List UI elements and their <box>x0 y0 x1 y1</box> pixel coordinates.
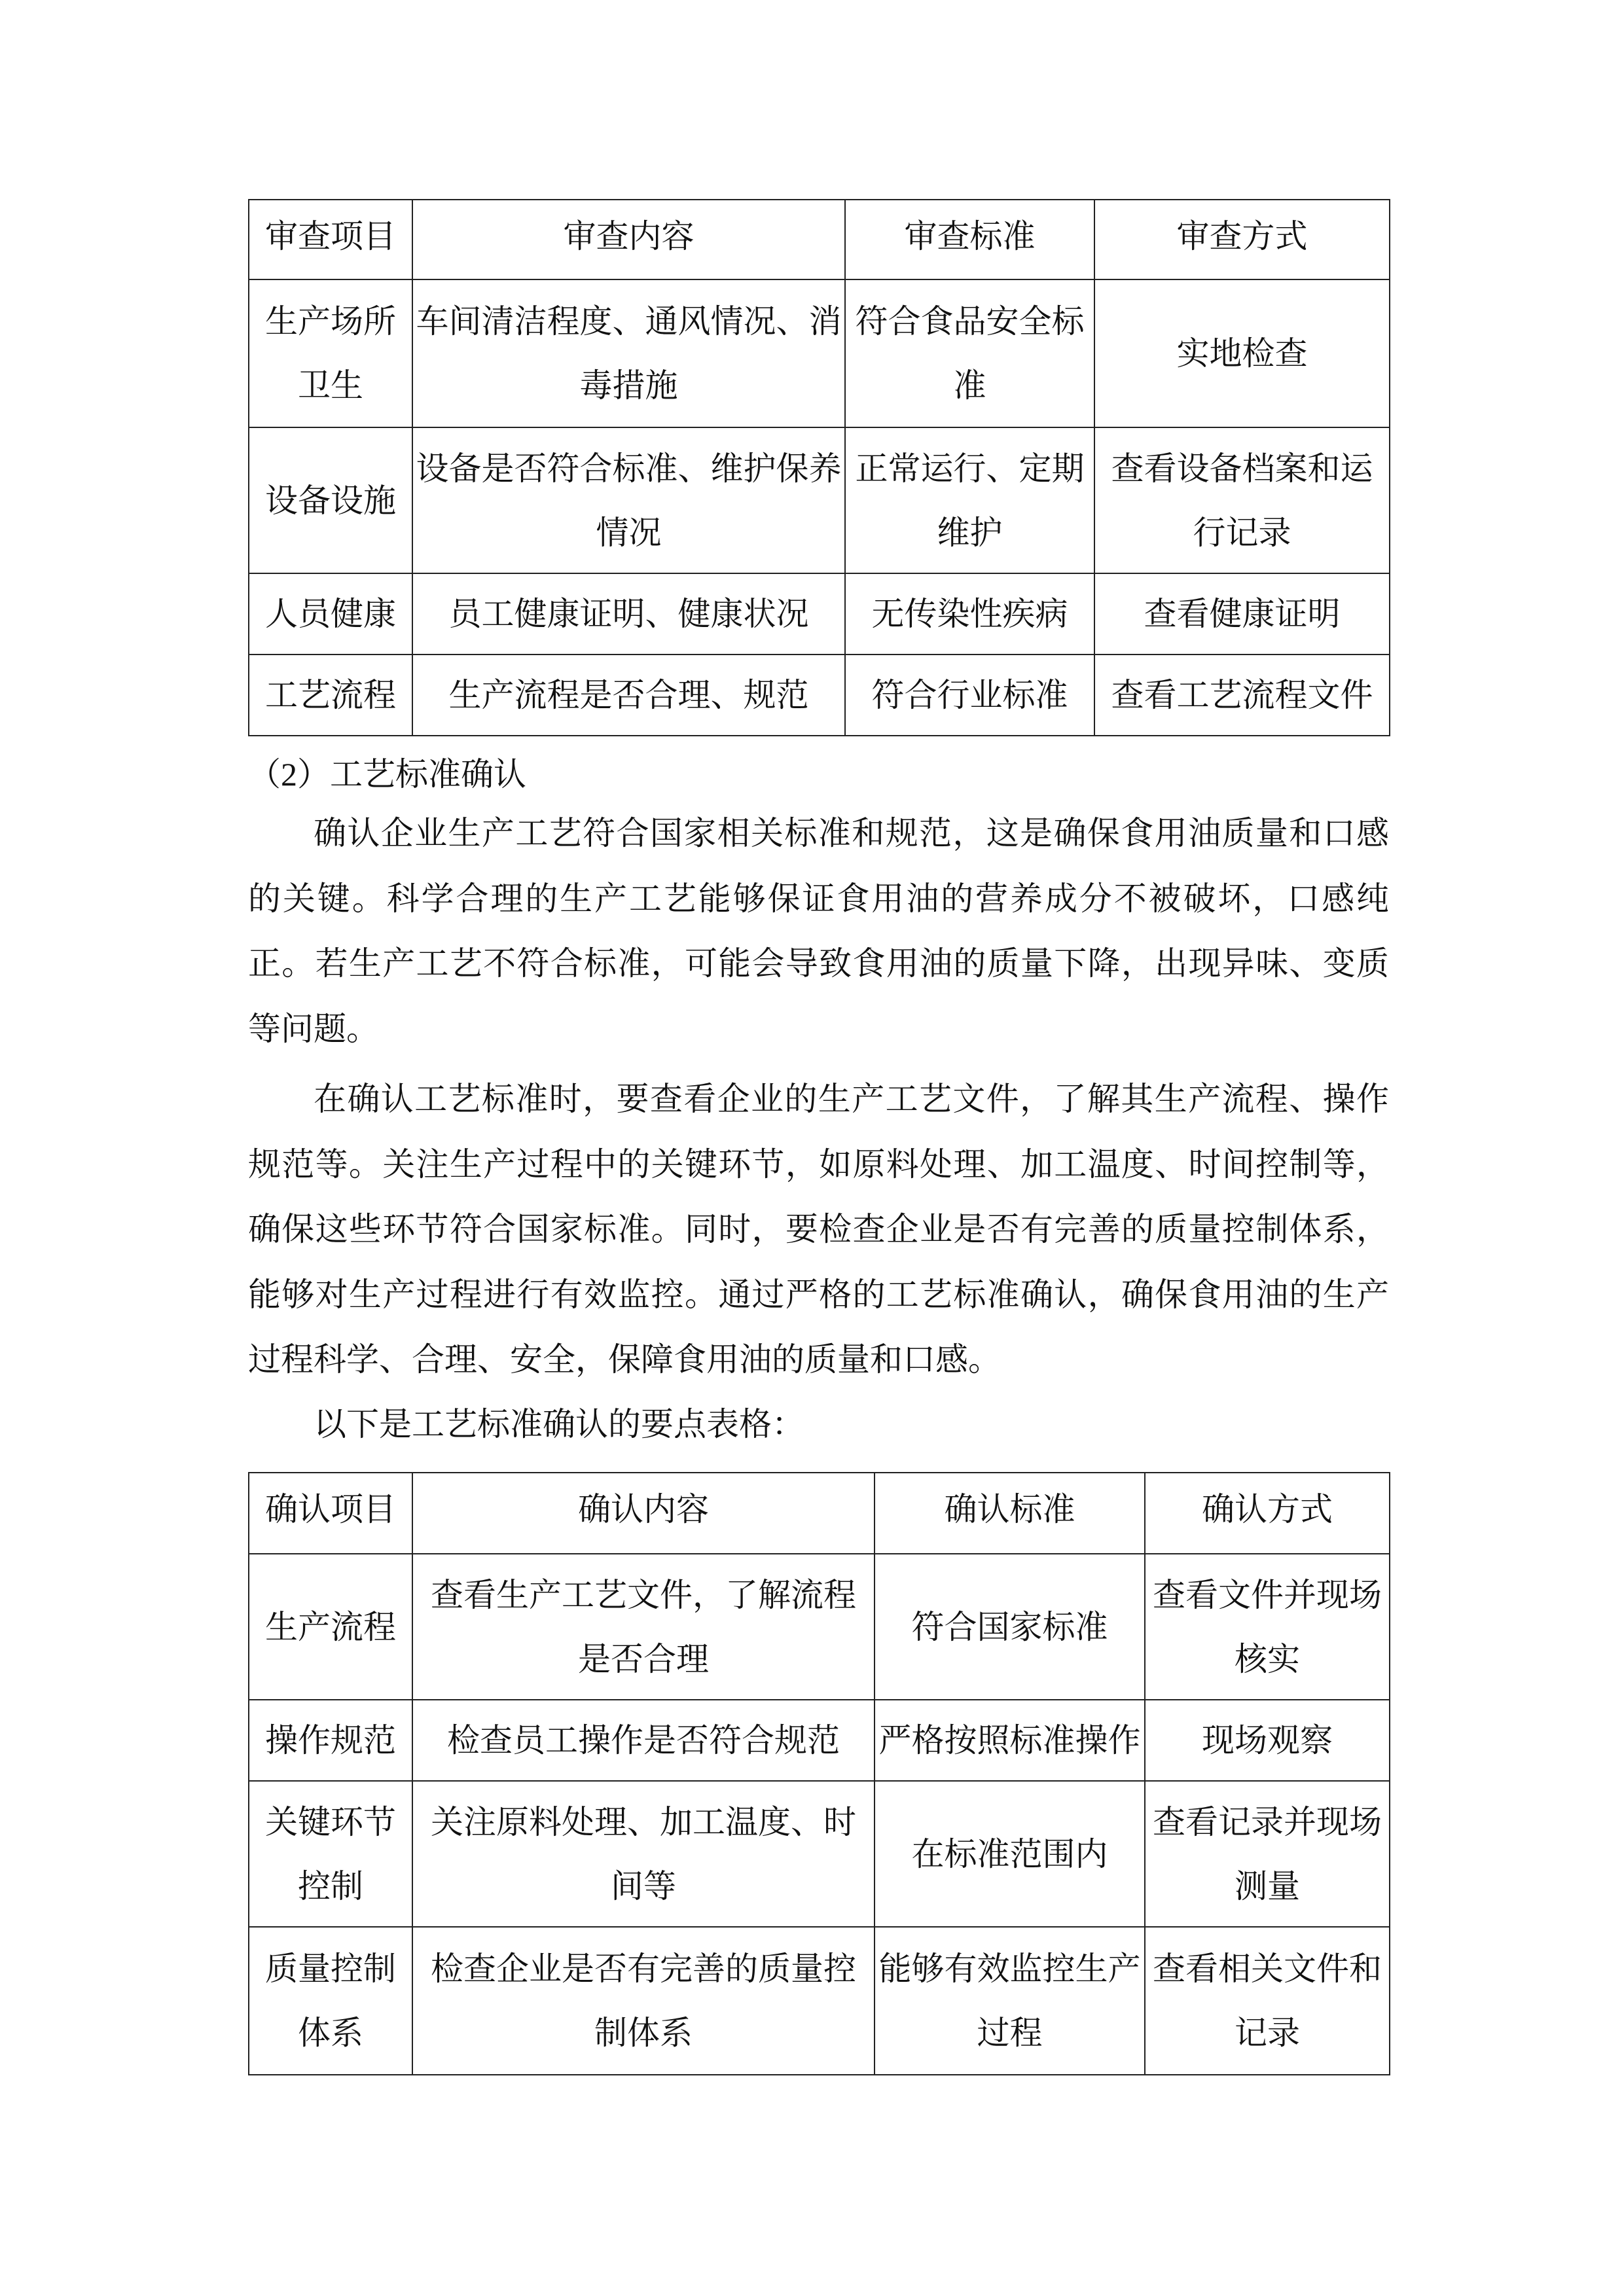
table-row <box>249 1927 1390 2075</box>
table-cell: 正常运行、定期维护 <box>845 427 1094 573</box>
process-standard-table <box>248 1472 1390 2075</box>
header-cell: 确认内容 <box>412 1473 875 1554</box>
table-cell: 查看记录并现场测量 <box>1145 1781 1390 1927</box>
table-cell: 操作规范 <box>249 1700 412 1781</box>
table-cell: 能够有效监控生产过程 <box>875 1927 1145 2075</box>
table-header-row <box>249 1473 1390 1554</box>
paragraph: 在确认工艺标准时，要查看企业的生产工艺文件，了解其生产流程、操作规范等。关注生产过程中的关键环节，如原料处理、加工温度、时间控制等，确保这些环节符合国家标准。同时，要检查企业是否有完善的质量控制体系，能够对生产过程进行有效监控。通过严格的工艺标准确认，确保食用油的生产过程科学、合理、安全，保障食用油的质量和口感。 <box>248 1081 1389 1378</box>
table-cell: 查看生产工艺文件，了解流程是否合理 <box>412 1554 875 1700</box>
header-cell: 确认项目 <box>249 1473 412 1554</box>
table-cell: 质量控制体系 <box>249 1927 412 2075</box>
header-cell: 审查项目 <box>249 200 412 279</box>
header-cell: 审查内容 <box>412 200 845 279</box>
table-cell: 设备设施 <box>249 427 412 573</box>
table-cell: 工艺流程 <box>249 655 412 736</box>
table-cell: 查看相关文件和记录 <box>1145 1927 1390 2075</box>
table-cell: 查看工艺流程文件 <box>1094 655 1390 736</box>
table-cell: 关注原料处理、加工温度、时间等 <box>412 1781 875 1927</box>
section-heading: （2）工艺标准确认 <box>248 756 526 793</box>
header-cell: 审查标准 <box>845 200 1094 279</box>
table-row <box>249 1700 1390 1781</box>
table-cell: 现场观察 <box>1145 1700 1390 1781</box>
table-cell: 人员健康 <box>249 573 412 655</box>
table-cell: 符合食品安全标准 <box>845 279 1094 427</box>
table-cell: 查看健康证明 <box>1094 573 1390 655</box>
table-cell: 车间清洁程度、通风情况、消毒措施 <box>412 279 845 427</box>
table-cell: 实地检查 <box>1094 279 1390 427</box>
header-cell: 确认标准 <box>875 1473 1145 1554</box>
table-cell: 设备是否符合标准、维护保养情况 <box>412 427 845 573</box>
table-cell: 生产流程 <box>249 1554 412 1700</box>
table-cell: 严格按照标准操作 <box>875 1700 1145 1781</box>
table-row <box>249 1781 1390 1927</box>
table-row <box>249 655 1390 736</box>
table-cell: 关键环节控制 <box>249 1781 412 1927</box>
table-row <box>249 427 1390 573</box>
table-cell: 检查员工操作是否符合规范 <box>412 1700 875 1781</box>
table-cell: 查看设备档案和运行记录 <box>1094 427 1390 573</box>
table-cell: 符合国家标准 <box>875 1554 1145 1700</box>
table-cell: 在标准范围内 <box>875 1781 1145 1927</box>
table-cell: 无传染性疾病 <box>845 573 1094 655</box>
table-cell: 检查企业是否有完善的质量控制体系 <box>412 1927 875 2075</box>
header-cell: 审查方式 <box>1094 200 1390 279</box>
table-cell: 查看文件并现场核实 <box>1145 1554 1390 1700</box>
paragraph: 以下是工艺标准确认的要点表格： <box>314 1406 804 1443</box>
header-cell: 确认方式 <box>1145 1473 1390 1554</box>
paragraph: 确认企业生产工艺符合国家相关标准和规范，这是确保食用油质量和口感的关键。科学合理的生产工艺能够保证食用油的营养成分不被破坏，口感纯正。若生产工艺不符合标准，可能会导致食用油的质量下降，出现异味、变质等问题。 <box>248 815 1389 1047</box>
table-row <box>249 1554 1390 1700</box>
table-row <box>249 279 1390 427</box>
table-cell: 生产场所卫生 <box>249 279 412 427</box>
review-items-table <box>248 199 1390 736</box>
table-cell: 符合行业标准 <box>845 655 1094 736</box>
table-header-row <box>249 200 1390 279</box>
table-row <box>249 573 1390 655</box>
table-cell: 员工健康证明、健康状况 <box>412 573 845 655</box>
table-cell: 生产流程是否合理、规范 <box>412 655 845 736</box>
